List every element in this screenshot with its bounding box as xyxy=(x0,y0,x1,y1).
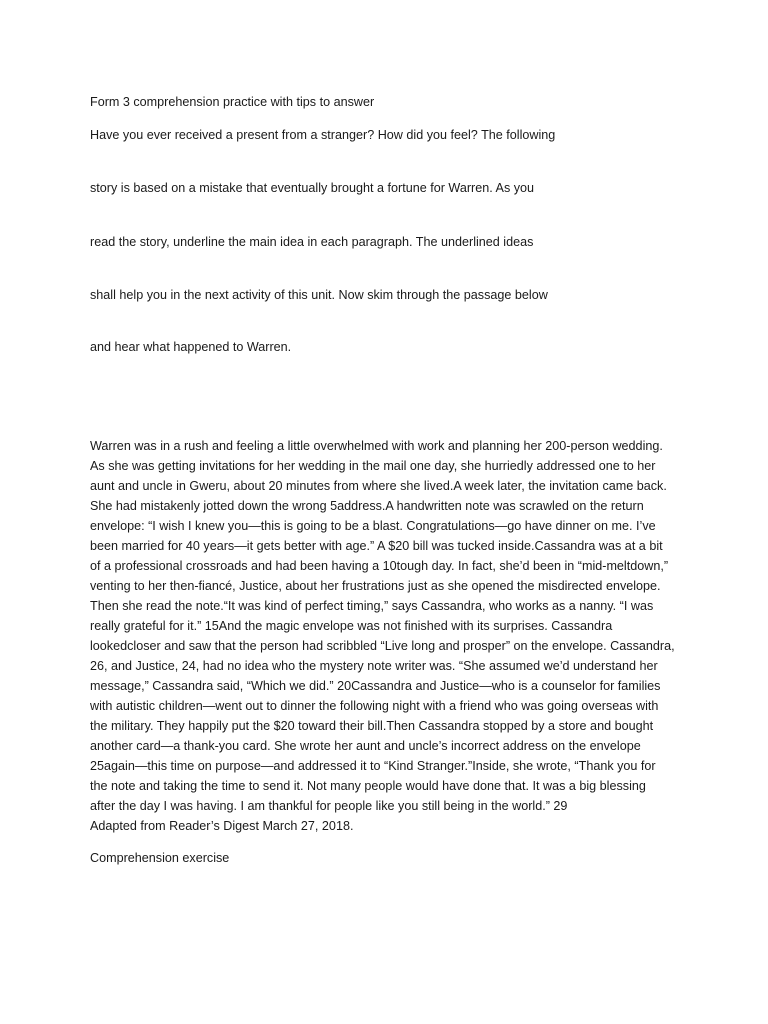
intro-line: story is based on a mistake that eventually brought a fortune for Warren. As you xyxy=(90,181,535,195)
story-line: of a professional crossroads and had been having a 10tough day. In fact, she’d been in “mid-meltdown,” xyxy=(90,559,669,573)
intro-line: Have you ever received a present from a stranger? How did you feel? The following xyxy=(90,128,556,142)
story-line: Warren was in a rush and feeling a little overwhelmed with work and planning her 200-person wedding. xyxy=(90,439,663,453)
story-line: aunt and uncle in Gweru, about 20 minutes from where she lived.A week later, the invitation came back. xyxy=(90,479,667,493)
story-line: 25again—this time on purpose—and addressed it to “Kind Stranger.”Inside, she wrote, “Thank you for xyxy=(90,759,656,773)
story-line: lookedcloser and saw that the person had scribbled “Live long and prosper” on the envelope. Cassandra, xyxy=(90,639,675,653)
intro-line: read the story, underline the main idea in each paragraph. The underlined ideas xyxy=(90,235,534,249)
story-line: with autistic children—went out to dinner the following night with a friend who was going overseas with xyxy=(90,699,659,713)
story-line: really grateful for it.” 15And the magic envelope was not finished with its surprises. Cassandra xyxy=(90,619,613,633)
intro-line: shall help you in the next activity of this unit. Now skim through the passage below xyxy=(90,288,548,302)
story-line: another card—a thank-you card. She wrote her aunt and uncle’s incorrect address on the envelope xyxy=(90,739,641,753)
story-line: the military. They happily put the $20 toward their bill.Then Cassandra stopped by a store and bought xyxy=(90,719,654,733)
story-line: been married for 40 years—it gets better with age.” A $20 bill was tucked inside.Cassandra was at a bit xyxy=(90,539,663,553)
document-heading: Form 3 comprehension practice with tips to answer xyxy=(90,95,375,109)
story-line: message,” Cassandra said, “Which we did.” 20Cassandra and Justice—who is a counselor for families xyxy=(90,679,661,693)
story-line: after the day I was having. I am thankful for people like you still being in the world.” 29 xyxy=(90,799,568,813)
story-line: As she was getting invitations for her wedding in the mail one day, she hurriedly addressed one to her xyxy=(90,459,656,473)
story-line: envelope: “I wish I knew you—this is going to be a blast. Congratulations—go have dinner on me. I’ve xyxy=(90,519,656,533)
story-line: venting to her then-fiancé, Justice, about her frustrations just as she opened the misdirected envelope. xyxy=(90,579,661,593)
story-line: She had mistakenly jotted down the wrong 5address.A handwritten note was scrawled on the return xyxy=(90,499,644,513)
intro-line: and hear what happened to Warren. xyxy=(90,340,292,354)
section-heading: Comprehension exercise xyxy=(90,851,230,865)
story-line: the note and taking the time to send it. Not many people would have done that. It was a big blessing xyxy=(90,779,646,793)
story-line: 26, and Justice, 24, had no idea who the mystery note writer was. “She assumed we’d understand her xyxy=(90,659,658,673)
source-citation: Adapted from Reader’s Digest March 27, 2018. xyxy=(90,819,354,833)
story-line: Then she read the note.“It was kind of perfect timing,” says Cassandra, who works as a nanny. “I was xyxy=(90,599,654,613)
